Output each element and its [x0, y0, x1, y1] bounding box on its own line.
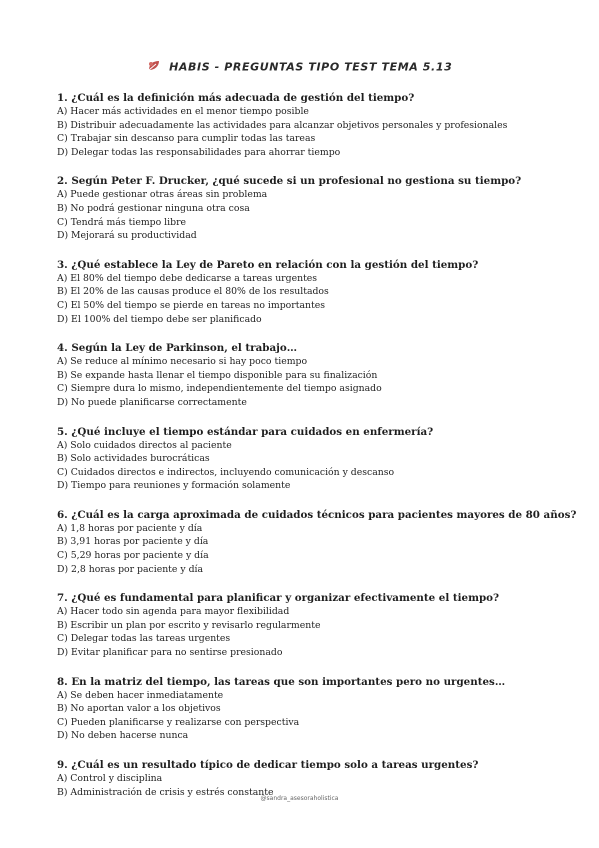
option-c: C) Trabajar sin descanso para cumplir todas las tareas [57, 133, 316, 145]
option-a: A) Hacer más actividades en el menor tiempo posible [57, 106, 309, 117]
option-a: A) Solo cuidados directos al paciente [57, 439, 232, 451]
option-b: B) 3,91 horas por paciente y día [57, 536, 209, 548]
question-title: 5. ¿Qué incluye el tiempo estándar para cuidados en enfermería? [57, 425, 434, 438]
option-a: A) Se deben hacer inmediatamente [57, 689, 224, 701]
question-title: 8. En la matriz del tiempo, las tareas que son importantes pero no urgentes… [57, 675, 506, 688]
question-title: 2. Según Peter F. Drucker, ¿qué sucede si un profesional no gestiona su tiempo? [57, 175, 522, 188]
question-title: 9. ¿Cuál es un resultado típico de dedicar tiempo solo a tareas urgentes? [57, 759, 479, 771]
option-a: A) 1,8 horas por paciente y día [57, 522, 203, 534]
question-7 [57, 592, 567, 659]
option-c: C) Pueden planificarse y realizarse con perspectiva [57, 716, 300, 728]
question-title: 3. ¿Qué establece la Ley de Pareto en relación con la gestión del tiempo? [57, 258, 479, 271]
question-5 [57, 426, 567, 493]
option-d: D) Mejorará su productividad [57, 230, 197, 242]
option-d: D) Delegar todas las responsabilidades para ahorrar tiempo [57, 146, 341, 158]
option-b: B) El 20% de las causas produce el 80% de los resultados [57, 286, 329, 298]
option-d: D) 2,8 horas por paciente y día [57, 563, 204, 575]
option-b: B) No podrá gestionar ninguna otra cosa [57, 202, 250, 214]
option-a: A) Hacer todo sin agenda para mayor flexibilidad [57, 606, 290, 618]
question-title: 4. Según la Ley de Parkinson, el trabajo… [57, 342, 298, 355]
option-b: B) Escribir un plan por escrito y revisarlo regularmente [57, 619, 321, 631]
question-1 [57, 92, 567, 159]
option-c: C) Siempre dura lo mismo, independientemente del tiempo asignado [57, 383, 382, 395]
option-b: B) Distribuir adecuadamente las actividades para alcanzar objetivos personales y profesionales [57, 119, 508, 131]
option-b: B) Solo actividades burocráticas [57, 453, 210, 465]
question-6 [57, 508, 577, 576]
option-c: C) Delegar todas las tareas urgentes [57, 633, 231, 645]
page-title: HABIS - PREGUNTAS TIPO TEST TEMA 5.13 [169, 60, 453, 74]
question-list [57, 92, 577, 815]
leaf-logo-icon [147, 60, 161, 75]
option-a: A) Control y disciplina [57, 773, 163, 784]
option-d: D) Tiempo para reuniones y formación solamente [57, 480, 291, 492]
option-d: D) No deben hacerse nunca [57, 730, 189, 742]
question-4 [57, 342, 567, 409]
option-a: A) El 80% del tiempo debe dedicarse a tareas urgentes [57, 272, 318, 284]
option-d: D) Evitar planificar para no sentirse presionado [57, 647, 283, 659]
option-b: B) No aportan valor a los objetivos [57, 703, 221, 715]
option-d: D) El 100% del tiempo debe ser planificado [57, 313, 262, 325]
option-b: B) Administración de crisis y estrés constante [57, 786, 274, 798]
page-header [0, 60, 599, 75]
option-a: A) Se reduce al mínimo necesario si hay poco tiempo [57, 356, 308, 368]
option-c: C) Tendrá más tiempo libre [57, 216, 187, 228]
option-a: A) Puede gestionar otras áreas sin problema [57, 189, 268, 201]
question-2 [57, 175, 567, 242]
page-footer: @sandra_asesoraholistica [260, 795, 339, 802]
question-9 [57, 759, 567, 799]
question-3 [57, 259, 567, 326]
option-c: C) 5,29 horas por paciente y día [57, 550, 209, 562]
option-c: C) Cuidados directos e indirectos, incluyendo comunicación y descanso [57, 466, 395, 478]
option-d: D) No puede planificarse correctamente [57, 396, 247, 408]
question-title: 1. ¿Cuál es la definición más adecuada de gestión del tiempo? [57, 92, 415, 104]
option-c: C) El 50% del tiempo se pierde en tareas no importantes [57, 299, 325, 311]
question-title: 7. ¿Qué es fundamental para planificar y organizar efectivamente el tiempo? [57, 592, 500, 605]
option-b: B) Se expande hasta llenar el tiempo disponible para su finalización [57, 369, 378, 381]
question-8 [57, 676, 567, 743]
question-title: 6. ¿Cuál es la carga aproximada de cuidados técnicos para pacientes mayores de 80 años? [57, 508, 577, 521]
